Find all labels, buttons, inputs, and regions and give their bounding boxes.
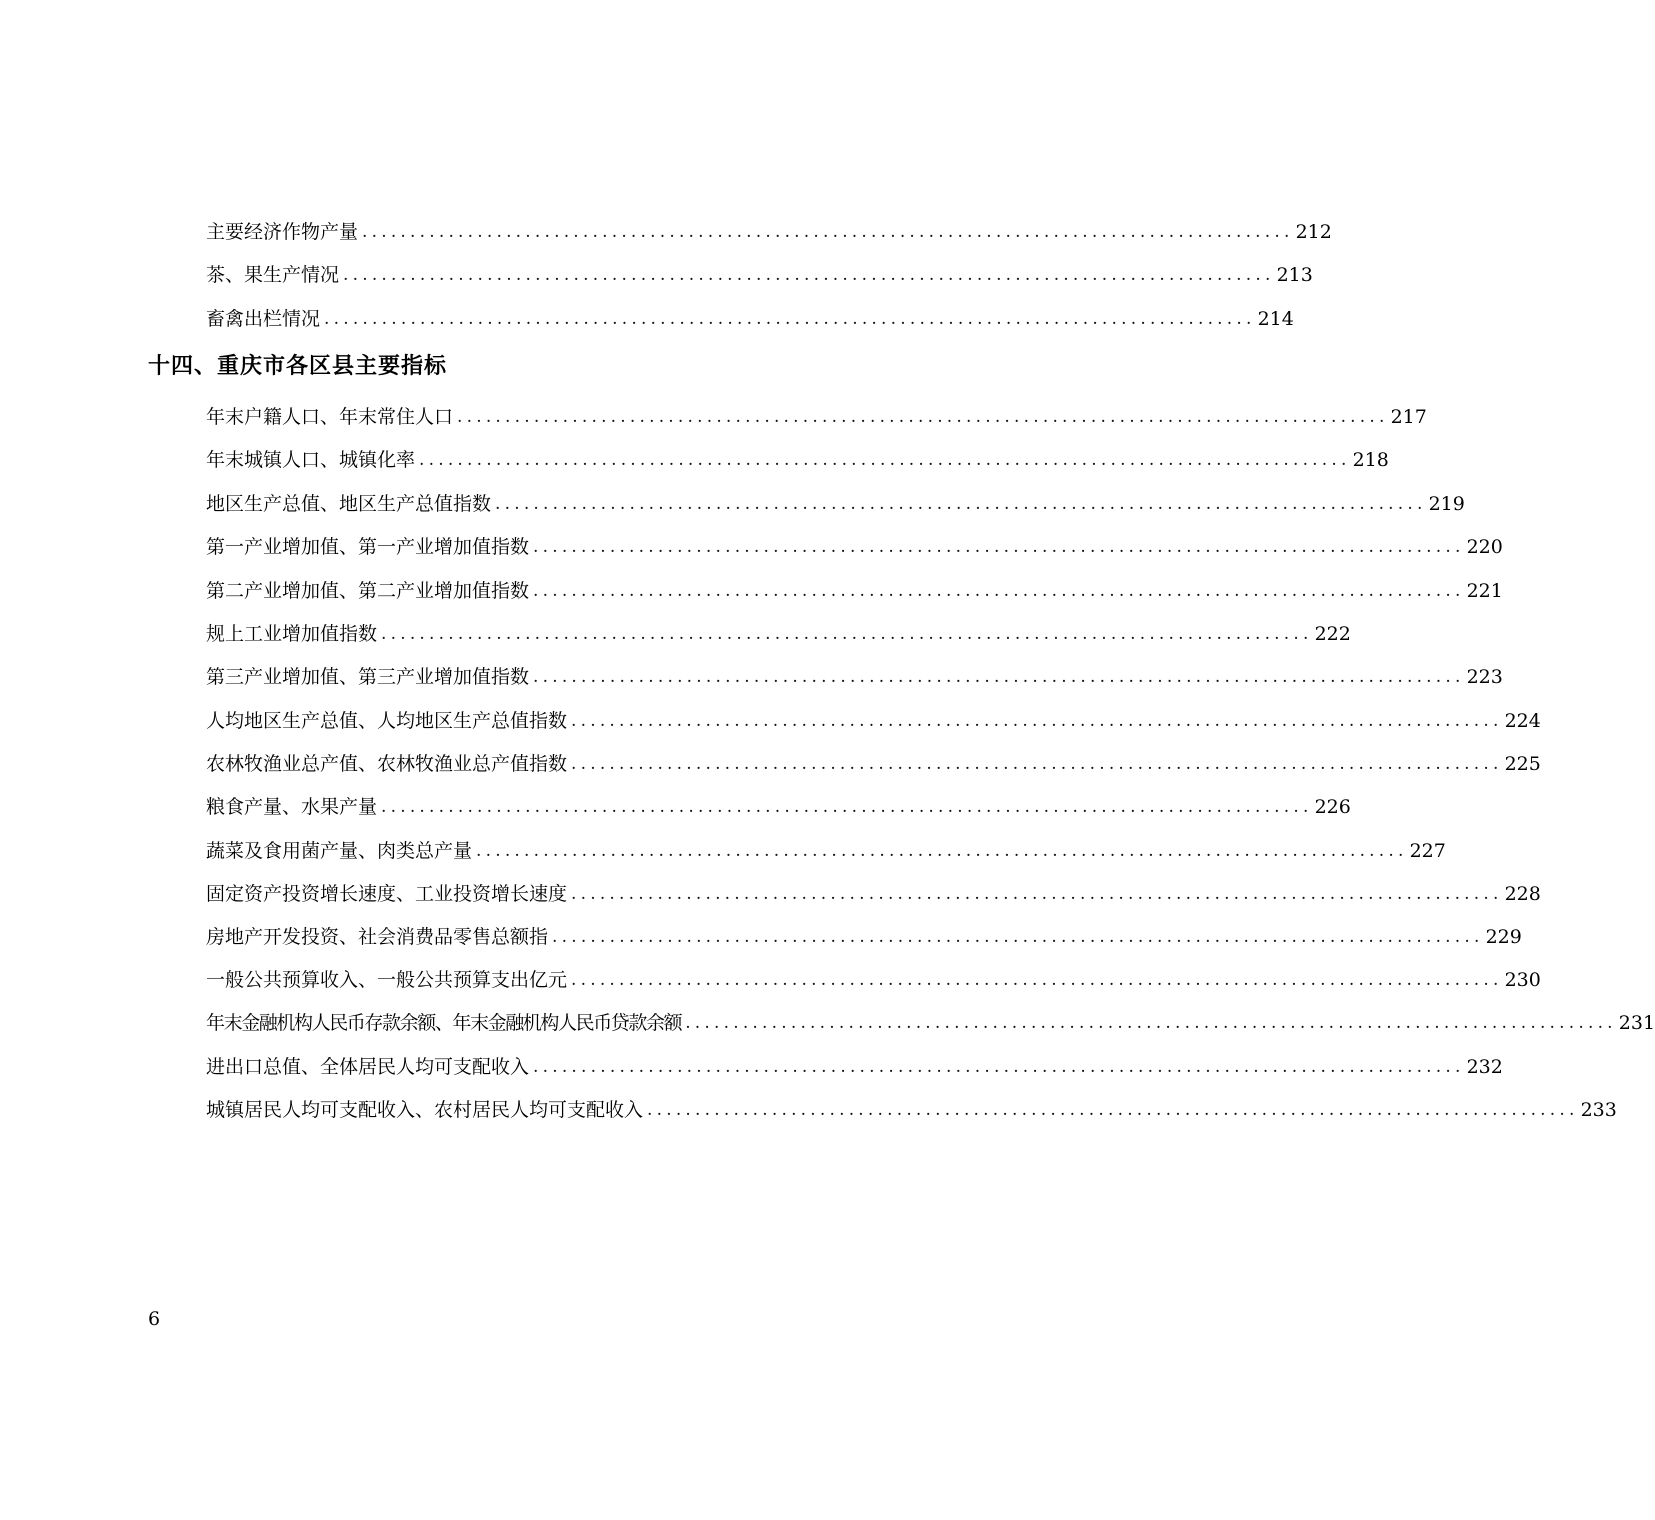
toc-entry[interactable] bbox=[206, 706, 1541, 736]
toc-dot-leader: ................................................................................................. bbox=[685, 1013, 1617, 1033]
toc-entry[interactable] bbox=[206, 576, 1503, 606]
toc-entry[interactable] bbox=[206, 749, 1541, 779]
toc-entry[interactable] bbox=[206, 922, 1522, 952]
toc-dot-leader: ................................................................................................. bbox=[571, 711, 1503, 731]
toc-entry-title: 规上工业增加值指数 bbox=[206, 623, 378, 645]
toc-entry[interactable] bbox=[206, 1052, 1503, 1082]
toc-entry-title: 一般公共预算收入、一般公共预算支出亿元 bbox=[206, 969, 568, 991]
toc-entry[interactable] bbox=[206, 965, 1541, 995]
toc-entry-title: 房地产开发投资、社会消费品零售总额指 bbox=[206, 926, 549, 948]
toc-dot-leader: ................................................................................................. bbox=[571, 970, 1503, 990]
toc-entry-title: 进出口总值、全体居民人均可支配收入 bbox=[206, 1056, 530, 1078]
toc-entry-title: 粮食产量、水果产量 bbox=[206, 796, 378, 818]
toc-entry[interactable] bbox=[206, 260, 1313, 290]
toc-dot-leader: ................................................................................................. bbox=[647, 1100, 1579, 1120]
toc-entry-title: 年末户籍人口、年末常住人口 bbox=[206, 406, 454, 428]
toc-entry-page: 213 bbox=[1276, 264, 1313, 286]
toc-dot-leader: ................................................................................................. bbox=[552, 927, 1484, 947]
toc-entry-page: 218 bbox=[1352, 449, 1389, 471]
toc-entry-page: 231 bbox=[1618, 1012, 1655, 1034]
toc-entry-page: 229 bbox=[1485, 926, 1522, 948]
toc-entry-title: 蔬菜及食用菌产量、肉类总产量 bbox=[206, 840, 473, 862]
toc-dot-leader: ................................................................................................. bbox=[324, 309, 1256, 329]
toc-dot-leader: ................................................................................................. bbox=[533, 581, 1465, 601]
toc-entry-title: 城镇居民人均可支配收入、农村居民人均可支配收入 bbox=[206, 1099, 644, 1121]
toc-entry[interactable] bbox=[206, 304, 1294, 334]
toc-entry-page: 220 bbox=[1466, 536, 1503, 558]
toc-entry[interactable] bbox=[206, 662, 1503, 692]
toc-dot-leader: ................................................................................................. bbox=[533, 537, 1465, 557]
toc-dot-leader: ................................................................................................. bbox=[381, 624, 1313, 644]
toc-entry-page: 217 bbox=[1390, 406, 1427, 428]
section-heading: 十四、重庆市各区县主要指标 bbox=[148, 354, 448, 379]
toc-entry[interactable] bbox=[206, 619, 1351, 649]
toc-entry[interactable] bbox=[206, 489, 1465, 519]
toc-entry-page: 230 bbox=[1504, 969, 1541, 991]
toc-entry-title: 第一产业增加值、第一产业增加值指数 bbox=[206, 536, 530, 558]
toc-entry-title: 地区生产总值、地区生产总值指数 bbox=[206, 493, 492, 515]
toc-dot-leader: ................................................................................................. bbox=[362, 222, 1294, 242]
toc-entry-title: 第三产业增加值、第三产业增加值指数 bbox=[206, 666, 530, 688]
toc-entry-title: 人均地区生产总值、人均地区生产总值指数 bbox=[206, 710, 568, 732]
toc-entry-page: 226 bbox=[1314, 796, 1351, 818]
toc-entry-title: 年末金融机构人民币存款余额、年末金融机构人民币贷款余额 bbox=[206, 1012, 682, 1034]
toc-entry-title: 年末城镇人口、城镇化率 bbox=[206, 449, 416, 471]
toc-entry-page: 227 bbox=[1409, 840, 1446, 862]
toc-entry-page: 212 bbox=[1295, 221, 1332, 243]
page-number: 6 bbox=[148, 1308, 161, 1330]
toc-entry[interactable] bbox=[206, 879, 1541, 909]
toc-entry-page: 222 bbox=[1314, 623, 1351, 645]
toc-dot-leader: ................................................................................................. bbox=[571, 754, 1503, 774]
toc-dot-leader: ................................................................................................. bbox=[533, 667, 1465, 687]
toc-entry-title: 主要经济作物产量 bbox=[206, 221, 359, 243]
toc-dot-leader: ................................................................................................. bbox=[343, 265, 1275, 285]
toc-dot-leader: ................................................................................................. bbox=[381, 797, 1313, 817]
toc-dot-leader: ................................................................................................. bbox=[533, 1057, 1465, 1077]
toc-entry[interactable] bbox=[206, 1095, 1617, 1125]
toc-entry-title: 畜禽出栏情况 bbox=[206, 308, 321, 330]
toc-dot-leader: ................................................................................................. bbox=[571, 884, 1503, 904]
toc-entry-title: 第二产业增加值、第二产业增加值指数 bbox=[206, 580, 530, 602]
toc-entry-page: 221 bbox=[1466, 580, 1503, 602]
toc-dot-leader: ................................................................................................. bbox=[457, 407, 1389, 427]
toc-entry[interactable] bbox=[206, 792, 1351, 822]
toc-entry-title: 农林牧渔业总产值、农林牧渔业总产值指数 bbox=[206, 753, 568, 775]
toc-entry-title: 固定资产投资增长速度、工业投资增长速度 bbox=[206, 883, 568, 905]
toc-entry[interactable] bbox=[206, 402, 1427, 432]
toc-entry-title: 茶、果生产情况 bbox=[206, 264, 340, 286]
toc-dot-leader: ................................................................................................. bbox=[419, 450, 1351, 470]
toc-entry-page: 224 bbox=[1504, 710, 1541, 732]
toc-entry-page: 233 bbox=[1580, 1099, 1617, 1121]
toc-dot-leader: ................................................................................................. bbox=[495, 494, 1427, 514]
toc-entry[interactable] bbox=[206, 836, 1446, 866]
toc-entry-page: 232 bbox=[1466, 1056, 1503, 1078]
toc-entry[interactable] bbox=[206, 445, 1389, 475]
toc-entry-page: 219 bbox=[1428, 493, 1465, 515]
toc-entry-page: 228 bbox=[1504, 883, 1541, 905]
toc-entry[interactable] bbox=[206, 532, 1503, 562]
toc-entry[interactable] bbox=[206, 1008, 1655, 1038]
toc-entry[interactable] bbox=[206, 217, 1332, 247]
toc-entry-page: 225 bbox=[1504, 753, 1541, 775]
toc-dot-leader: ................................................................................................. bbox=[476, 841, 1408, 861]
toc-entry-page: 223 bbox=[1466, 666, 1503, 688]
toc-entry-page: 214 bbox=[1257, 308, 1294, 330]
